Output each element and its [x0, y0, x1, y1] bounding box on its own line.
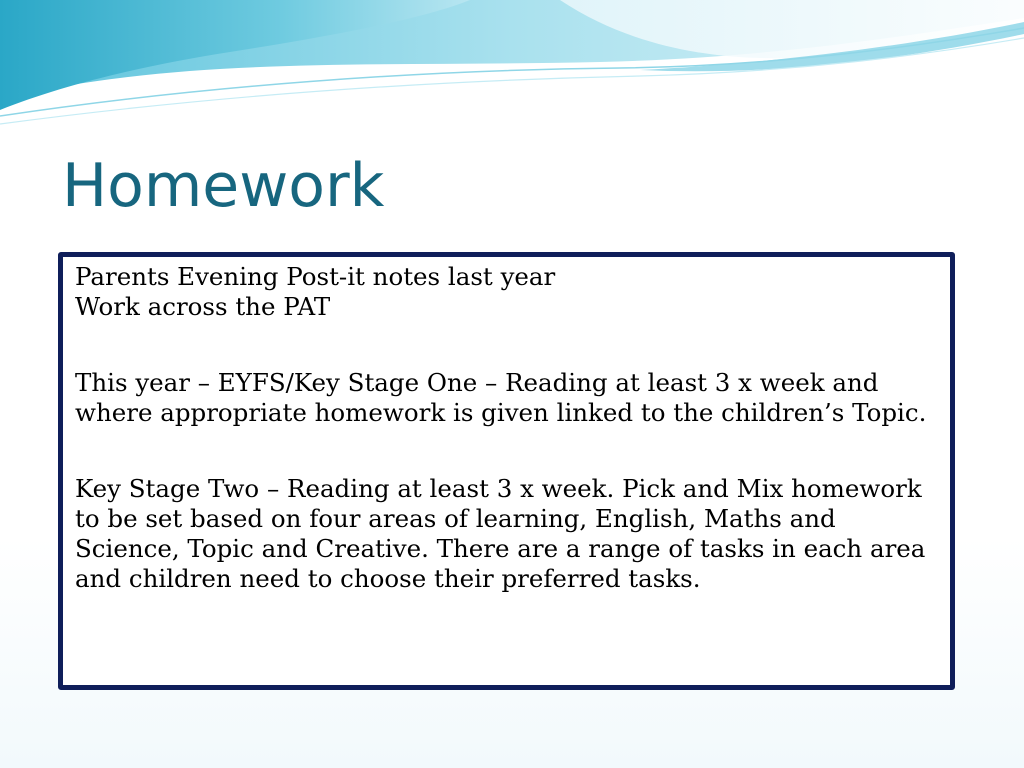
content-text [75, 262, 943, 594]
content-box [58, 252, 955, 690]
paragraph-gap [75, 322, 943, 368]
body-line-work-across-pat: Work across the PAT [75, 292, 331, 321]
slide-title: Homework [62, 151, 385, 221]
wave-header-decoration [0, 0, 1024, 130]
body-paragraph-ks2: Key Stage Two – Reading at least 3 x week. Pick and Mix homework to be set based on four areas of learning, English, Maths and Science, Topic and Creative. There are a range of tasks in each area and children need to choose their preferred tasks. [75, 474, 926, 593]
body-paragraph-eyfs: This year – EYFS/Key Stage One – Reading at least 3 x week and where appropriate homework is given linked to the children’s Topic. [75, 368, 927, 427]
body-line-post-it-notes: Parents Evening Post-it notes last year [75, 262, 556, 291]
paragraph-gap [75, 428, 943, 474]
